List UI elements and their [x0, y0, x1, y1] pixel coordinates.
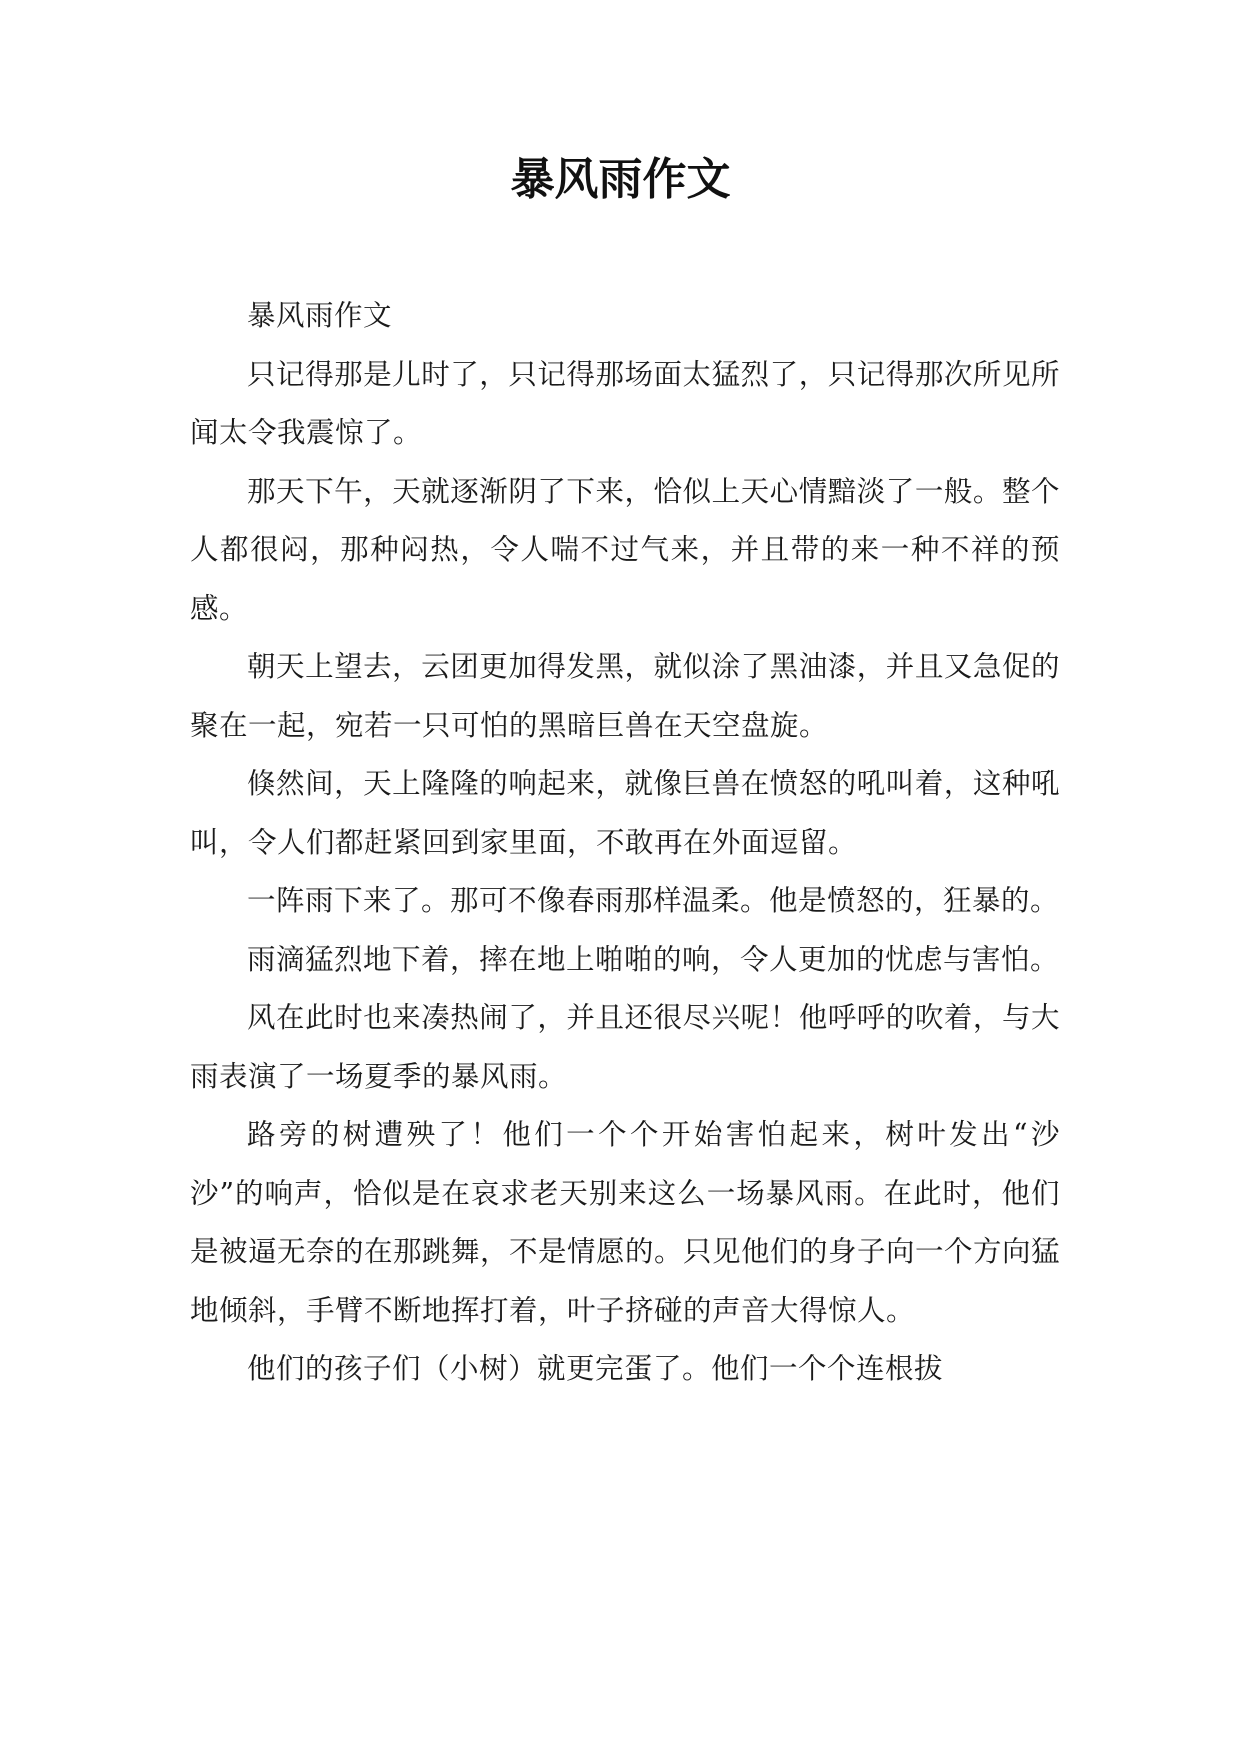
- paragraph: 风在此时也来凑热闹了，并且还很尽兴呢！他呼呼的吹着，与大雨表演了一场夏季的暴风雨。: [190, 1001, 1060, 1093]
- paragraph: 朝天上望去，云团更加得发黑，就似涂了黑油漆，并且又急促的聚在一起，宛若一只可怕的黑暗巨兽在天空盘旋。: [190, 650, 1060, 742]
- paragraph: 雨滴猛烈地下着，摔在地上啪啪的响，令人更加的忧虑与害怕。: [247, 942, 1060, 976]
- paragraph: 那天下午，天就逐渐阴了下来，恰似上天心情黯淡了一般。整个人都很闷，那种闷热，令人喘不过气来，并且带的来一种不祥的预感。: [190, 474, 1060, 625]
- paragraph: 只记得那是儿时了，只记得那场面太猛烈了，只记得那次所见所闻太令我震惊了。: [190, 357, 1060, 449]
- paragraph: 一阵雨下来了。那可不像春雨那样温柔。他是愤怒的，狂暴的。: [247, 884, 1060, 917]
- document-title: 暴风雨作文: [510, 154, 731, 205]
- paragraph: 路旁的树遭殃了！他们一个个开始害怕起来，树叶发出“沙沙”的响声，恰似是在哀求老天别来这么一场暴风雨。在此时，他们是被逼无奈的在那跳舞，不是情愿的。只见他们的身子向一个方向猛地倾斜，手臂不断地挥打着，叶子挤碰的声音大得惊人。: [190, 1118, 1061, 1327]
- document-body: [190, 287, 1060, 1399]
- paragraph: 倏然间，天上隆隆的响起来，就像巨兽在愤怒的吼叫着，这种吼叫，令人们都赶紧回到家里面，不敢再在外面逗留。: [190, 767, 1060, 859]
- paragraph: 暴风雨作文: [247, 299, 393, 332]
- paragraph: 他们的孩子们（小树）就更完蛋了。他们一个个连根拔: [247, 1352, 944, 1385]
